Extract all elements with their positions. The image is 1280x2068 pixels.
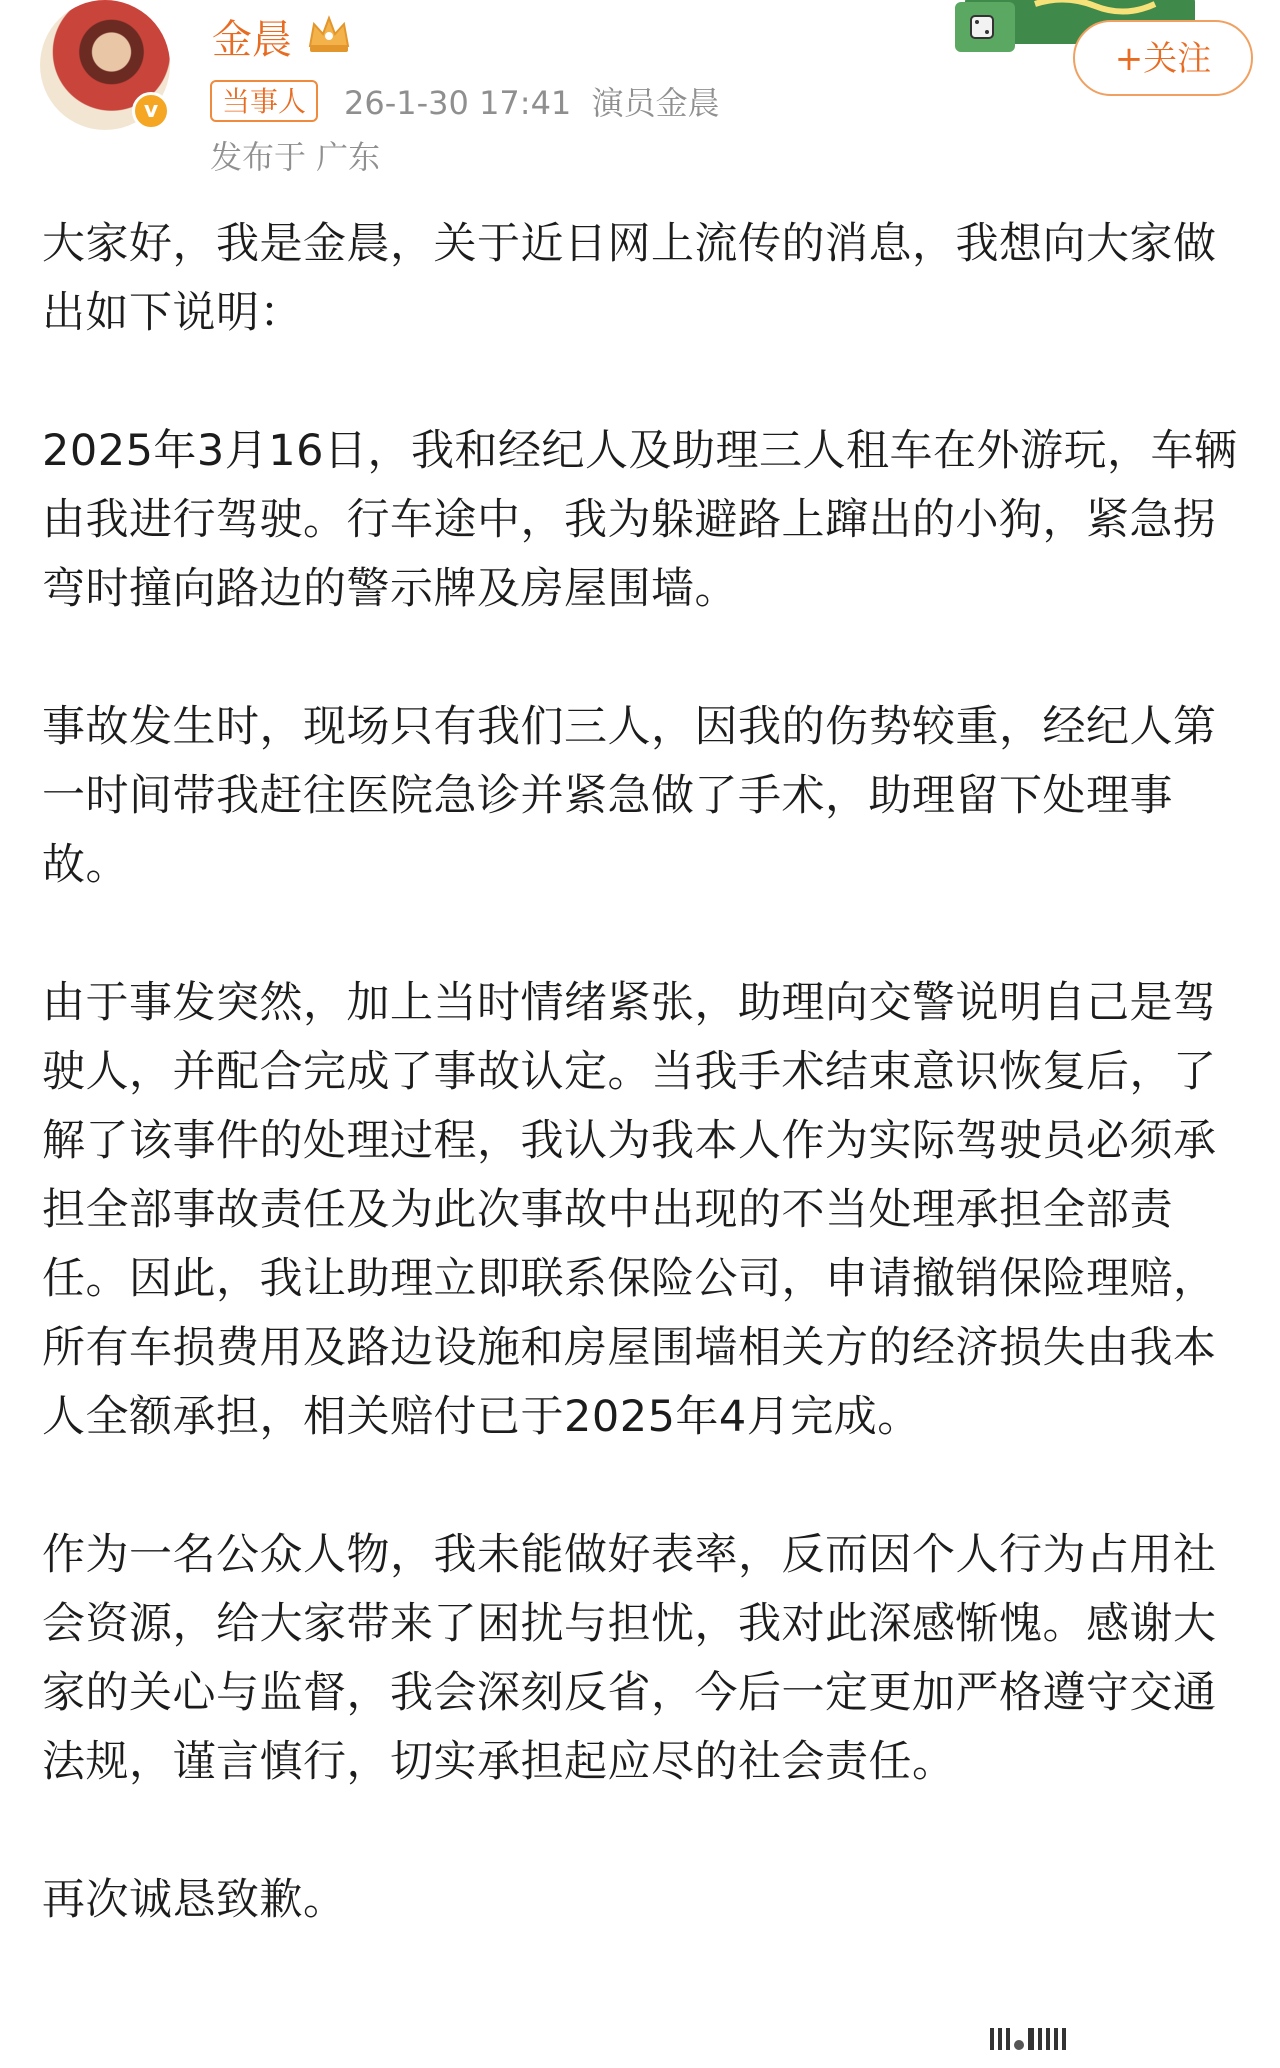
post-paragraph: 由于事发突然，加上当时情绪紧张，助理向交警说明自己是驾驶人，并配合完成了事故认定。当我手术结束意识恢复后，了解了该事件的处理过程，我认为我本人作为实际驾驶员必须承担全部事故责任及为此次事故中出现的不当处理承担全部责任。因此，我让助理立即联系保险公司，申请撤销保险理赔，所有车损费用及路边设施和房屋围墙相关方的经济损失由我本人全额承担，相关赔付已于2025年4月完成。 <box>42 978 1217 1442</box>
party-badge: 当事人 <box>210 80 318 122</box>
verified-badge-icon: v <box>132 92 170 130</box>
post-body <box>42 210 1252 1935</box>
timestamp: 26-1-30 17:41 <box>344 84 572 122</box>
post-header <box>0 0 1280 190</box>
location: 发布于 广东 <box>210 138 381 176</box>
post-paragraph: 作为一名公众人物，我未能做好表率，反而因个人行为占用社会资源，给大家带来了困扰与担忧，我对此深感惭愧。感谢大家的关心与监督，我会深刻反省，今后一定更加严格遵守交通法规，谨言慎行，切实承担起应尽的社会责任。 <box>42 1530 1217 1787</box>
post-source: 演员金晨 <box>591 84 720 122</box>
crown-icon <box>306 14 352 56</box>
post-paragraph: 2025年3月16日，我和经纪人及助理三人租车在外游玩，车辆由我进行驾驶。行车途中，我为躲避路上蹿出的小狗，紧急拐弯时撞向路边的警示牌及房屋围墙。 <box>42 426 1238 614</box>
post-paragraph: 大家好，我是金晨，关于近日网上流传的消息，我想向大家做出如下说明： <box>42 219 1217 338</box>
follow-button[interactable]: +关注 <box>1073 20 1253 96</box>
username[interactable]: 金晨 <box>212 17 292 63</box>
post-paragraph: 再次诚恳致歉。 <box>42 1875 347 1925</box>
watermark-icon <box>990 2028 1250 2068</box>
post-meta <box>344 78 720 124</box>
post-paragraph: 事故发生时，现场只有我们三人，因我的伤势较重，经纪人第一时间带我赶往医院急诊并紧急做了手术，助理留下处理事故。 <box>42 702 1217 890</box>
